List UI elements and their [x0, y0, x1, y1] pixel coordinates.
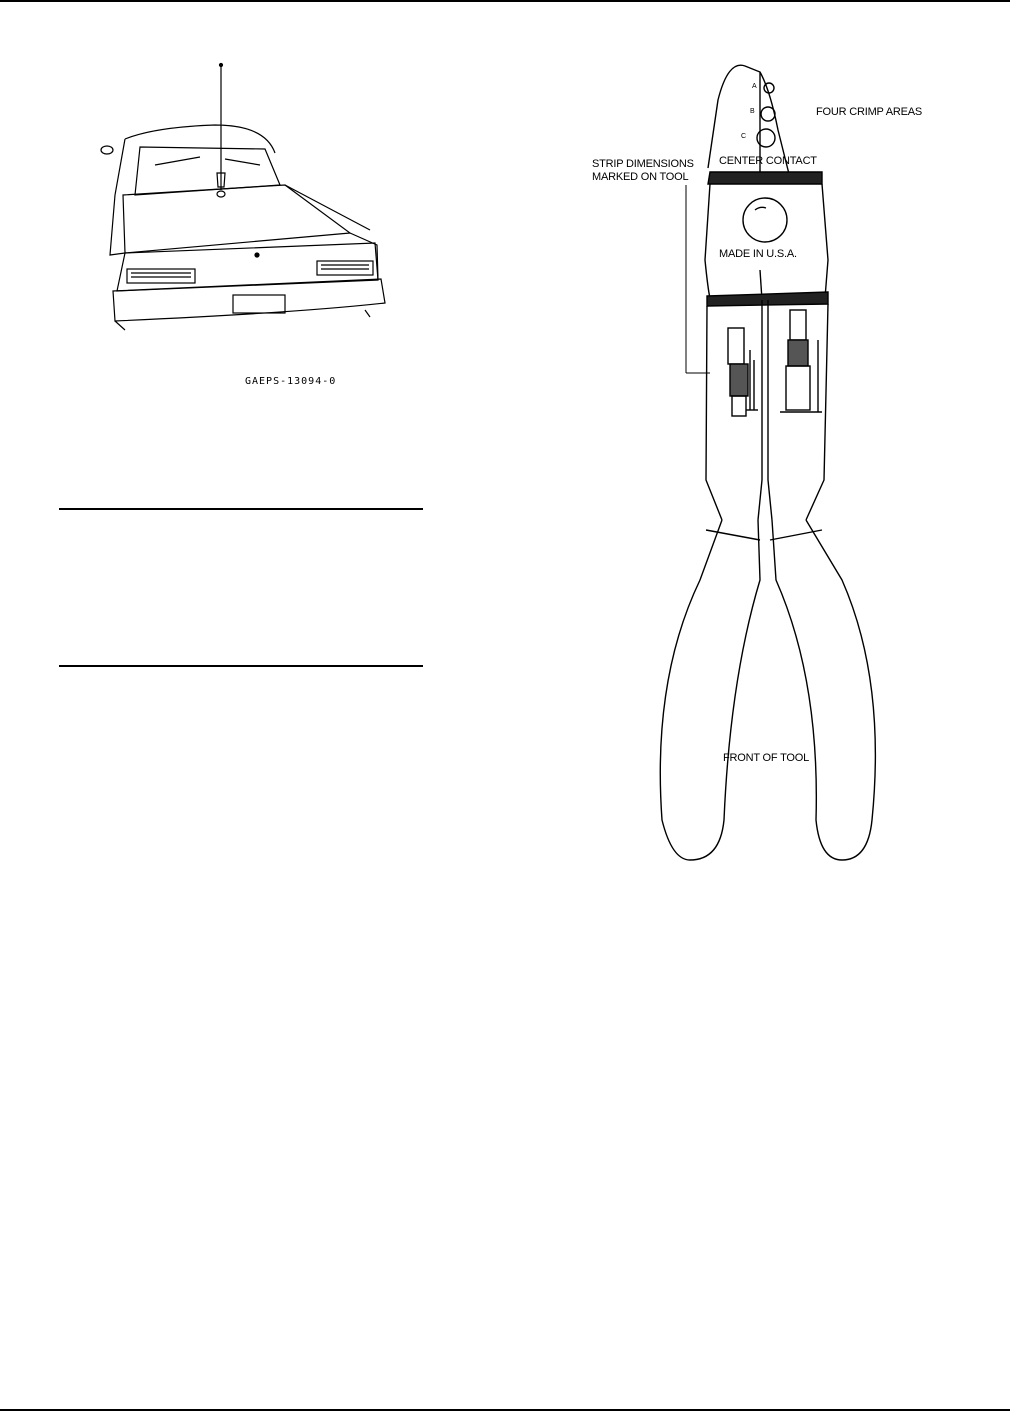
- crimp-hole-b: [761, 107, 775, 121]
- bottom-rule: [0, 1409, 1010, 1411]
- label-center-contact: CENTER CONTACT: [719, 155, 817, 167]
- crimp-tool-illustration: [650, 60, 910, 870]
- label-strip-dimensions-2: MARKED ON TOOL: [592, 171, 689, 183]
- label-four-crimp-areas: FOUR CRIMP AREAS: [816, 106, 923, 118]
- crimp-letter-c: C: [741, 133, 746, 140]
- label-strip-dimensions-1: STRIP DIMENSIONS: [592, 158, 694, 170]
- strip-dimensions-leader: [670, 185, 710, 385]
- crimp-hole-a: [764, 83, 774, 93]
- top-rule: [0, 0, 1010, 2]
- crimp-letter-a: A: [752, 83, 757, 90]
- label-front-of-tool: FRONT OF TOOL: [723, 752, 810, 764]
- note-bottom-rule: [59, 665, 423, 667]
- label-made-in: MADE IN U.S.A.: [719, 248, 797, 260]
- note-top-rule: [59, 508, 423, 510]
- car-antenna-illustration: [95, 55, 395, 335]
- figure-id-label: GAEPS-13094-0: [245, 376, 337, 387]
- crimp-letter-b: B: [750, 108, 755, 115]
